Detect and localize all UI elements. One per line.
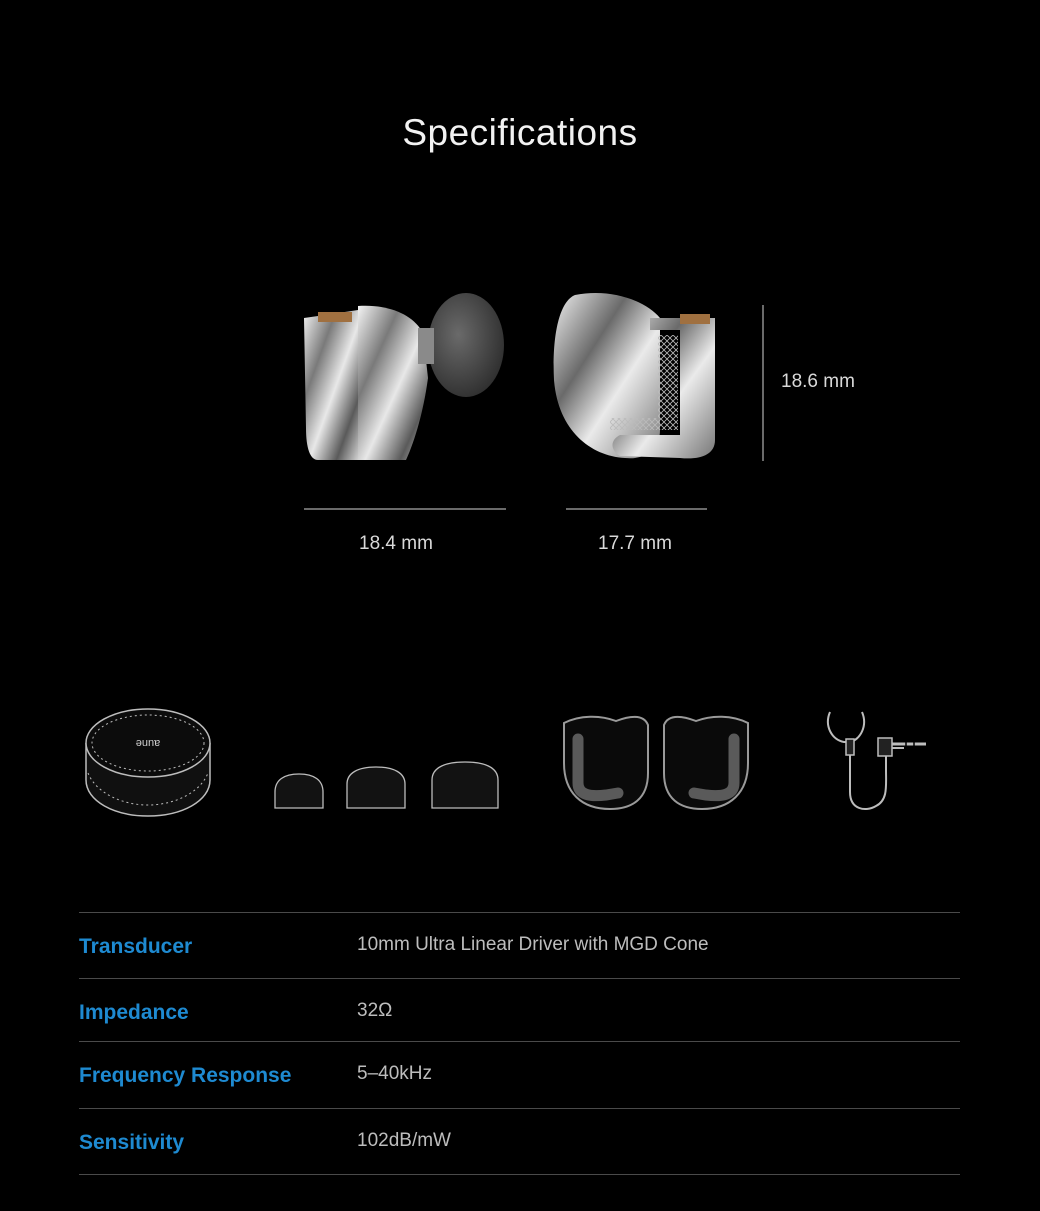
width-side-dimension-line xyxy=(304,508,506,510)
spec-value: 5–40kHz xyxy=(357,1063,432,1084)
spec-row-frequency-response xyxy=(79,1041,960,1108)
spec-label: Frequency Response xyxy=(79,1064,292,1087)
width-front-dimension-line xyxy=(566,508,707,510)
page-title: Specifications xyxy=(402,112,638,153)
width-side-label: 18.4 mm xyxy=(359,533,433,554)
spec-row-transducer xyxy=(79,912,960,978)
height-label: 18.6 mm xyxy=(781,371,855,392)
spec-label: Transducer xyxy=(79,935,193,958)
height-dimension-line xyxy=(762,305,764,461)
ear-tips-icon xyxy=(270,760,505,815)
case-logo-text: aune xyxy=(135,737,161,749)
cable-icon xyxy=(820,706,932,818)
earphone-side-view-image xyxy=(298,288,508,463)
specs-table xyxy=(79,912,960,1175)
spec-label: Sensitivity xyxy=(79,1131,185,1154)
spec-value: 102dB/mW xyxy=(357,1130,451,1151)
spec-value: 10mm Ultra Linear Driver with MGD Cone xyxy=(357,934,709,955)
carrying-case-icon xyxy=(82,705,214,820)
spec-row-impedance xyxy=(79,978,960,1041)
spec-label: Impedance xyxy=(79,1001,189,1024)
ear-shells-icon xyxy=(560,713,752,813)
width-front-label: 17.7 mm xyxy=(598,533,672,554)
spec-row-sensitivity xyxy=(79,1108,960,1175)
spec-value: 32Ω xyxy=(357,1000,393,1021)
earphone-front-view-image xyxy=(550,290,720,462)
